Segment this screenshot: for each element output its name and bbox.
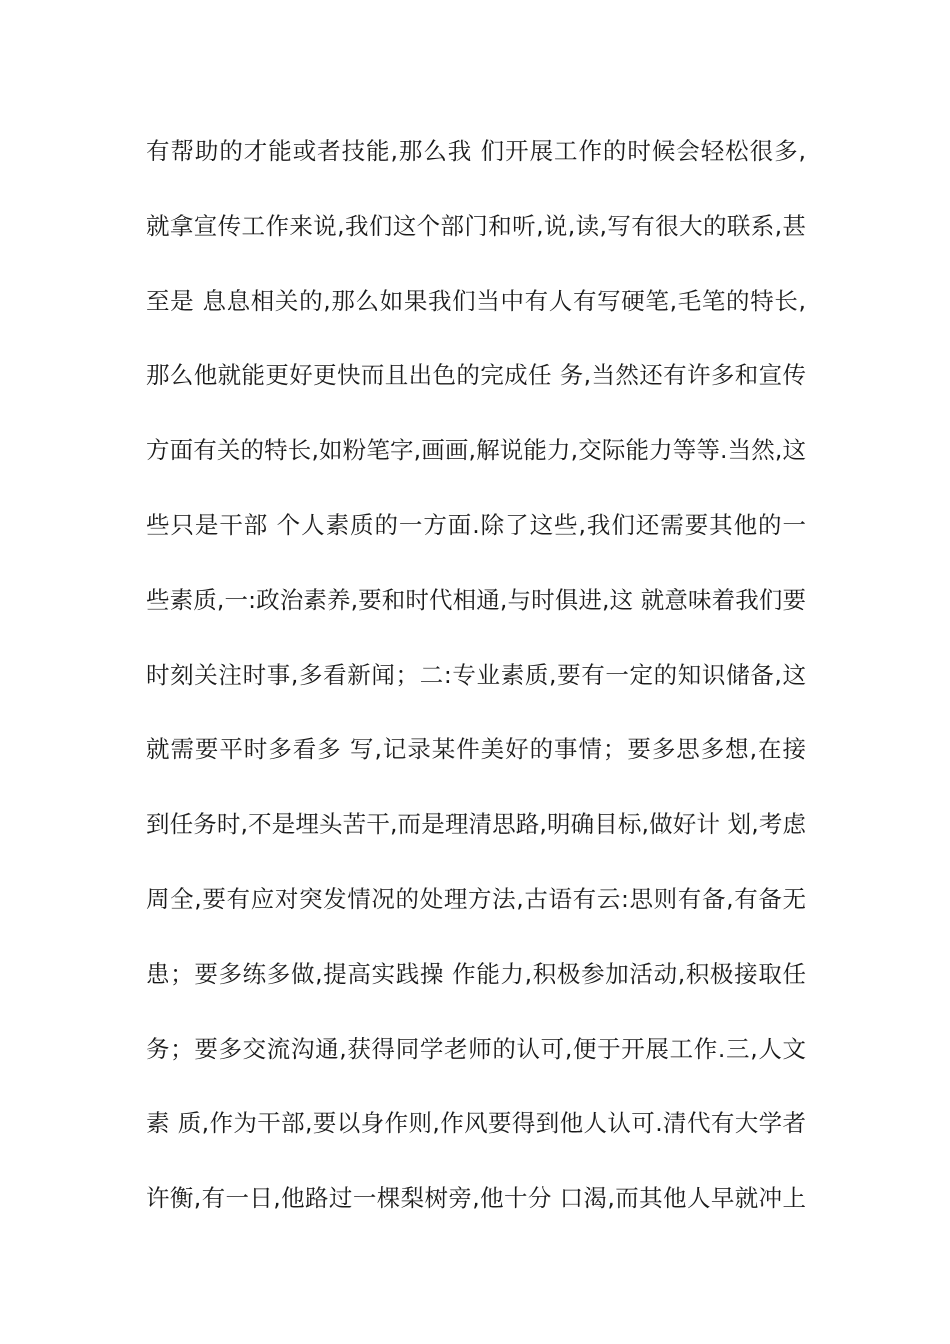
text-line-7: 些素质,一:政治素养,要和时代相通,与时俱进,这 就意味着我们要 [146,585,806,614]
text-line-13: 务；要多交流沟通,获得同学老师的认可,便于开展工作.三,人文 [146,1034,806,1063]
text-line-14: 素 质,作为干部,要以身作则,作风要得到他人认可.清代有大学者 [146,1109,806,1138]
text-line-4: 那么他就能更好更快而且出色的完成任 务,当然还有许多和宣传 [146,361,806,390]
text-line-10: 到任务时,不是埋头苦干,而是理清思路,明确目标,做好计 划,考虑 [146,810,806,839]
text-line-2: 就拿宣传工作来说,我们这个部门和听,说,读,写有很大的联系,甚 [146,211,806,240]
text-line-6: 些只是干部 个人素质的一方面.除了这些,我们还需要其他的一 [146,510,806,539]
text-line-5: 方面有关的特长,如粉笔字,画画,解说能力,交际能力等等.当然,这 [146,436,806,465]
text-line-3: 至是 息息相关的,那么如果我们当中有人有写硬笔,毛笔的特长, [146,286,806,315]
text-line-15: 许衡,有一日,他路过一棵梨树旁,他十分 口渴,而其他人早就冲上 [146,1184,806,1213]
text-line-1: 有帮助的才能或者技能,那么我 们开展工作的时候会轻松很多, [146,137,806,165]
text-line-12: 患；要多练多做,提高实践操 作能力,积极参加活动,积极接取任 [146,959,806,988]
text-line-8: 时刻关注时事,多看新闻；二:专业素质,要有一定的知识储备,这 [146,660,806,689]
text-line-9: 就需要平时多看多 写,记录某件美好的事情；要多思多想,在接 [146,735,806,764]
text-line-11: 周全,要有应对突发情况的处理方法,古语有云:思则有备,有备无 [146,884,806,913]
document-body [146,127,806,1249]
